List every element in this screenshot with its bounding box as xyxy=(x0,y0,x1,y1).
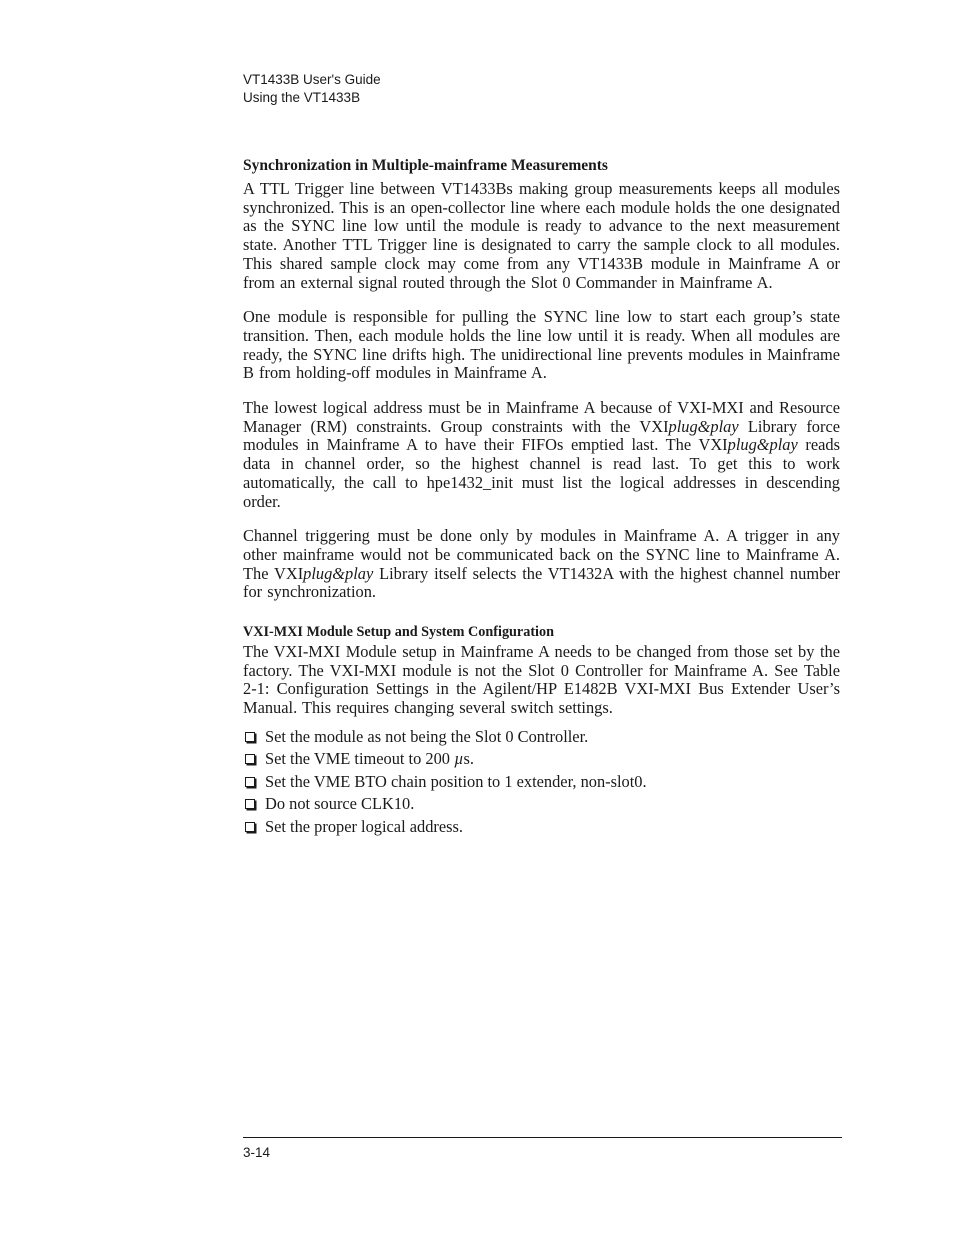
checklist-item xyxy=(243,750,840,773)
checkbox-icon xyxy=(245,799,255,809)
text-run: Library force modules in Mainframe A to have their FIFOs emptied last. The VXI xyxy=(243,416,840,455)
checklist-item-text: Set the VME timeout to 200 xyxy=(265,749,455,769)
checkbox-icon xyxy=(245,777,255,787)
text-run: The lowest logical address must be in Mainframe A because of VXI-MXI and Resource Manager (RM) constraints. Group constraints with the VXI xyxy=(243,398,840,436)
page-body xyxy=(243,156,840,840)
setup-checklist xyxy=(243,728,840,841)
italic-term: plug&play xyxy=(303,563,374,583)
checklist-item xyxy=(243,818,840,841)
checkbox-icon xyxy=(245,822,255,832)
paragraph-logical-address xyxy=(243,399,840,511)
checklist-item xyxy=(243,773,840,796)
section-heading: Synchronization in Multiple-mainframe Measurements xyxy=(243,157,608,174)
checkbox-icon xyxy=(245,754,255,764)
micro-symbol: µ xyxy=(454,749,464,769)
checklist-item-text: Set the proper logical address. xyxy=(265,816,463,836)
page-number: 3-14 xyxy=(243,1145,271,1160)
checklist-item xyxy=(243,795,840,818)
footer-rule xyxy=(243,1137,842,1138)
text-run: Library itself selects the VT1432A with the highest channel number for synchronization. xyxy=(243,563,841,602)
checklist-item-text: Set the VME BTO chain position to 1 extender, non-slot0. xyxy=(265,771,647,791)
checklist-item-text: Do not source CLK10. xyxy=(265,794,415,814)
italic-term: plug&play xyxy=(727,435,798,455)
paragraph-channel-triggering xyxy=(243,527,840,602)
checklist-item xyxy=(243,728,840,751)
text-run: reads data in channel order, so the highest channel is read last. To get this to work automatically, the call to hpe1432_init must list the logical addresses in descending order. xyxy=(243,435,841,511)
checkbox-icon xyxy=(245,732,255,742)
text-run: Channel triggering must be done only by modules in Mainframe A. A trigger in any other mainframe would not be communicated back on the SYNC line to Mainframe A. The VXI xyxy=(243,526,840,583)
italic-term: plug&play xyxy=(668,416,739,436)
paragraph-sync-transition: One module is responsible for pulling the SYNC line low to start each group’s state transition. Then, each module holds the line low until it is ready. When all modules are ready, the SYNC line drifts high. The unidirectional line prevents modules in Mainframe B from holding-off modules in Mainframe A. xyxy=(243,307,840,383)
subsection-heading: VXI-MXI Module Setup and System Configuration xyxy=(243,624,554,641)
paragraph-sync-trigger-line: A TTL Trigger line between VT1433Bs making group measurements keeps all modules synchronized. This is an open-collector line where each module holds the one designated as the SYNC line low until the module is ready to advance to the next measurement state. Another TTL Trigger line is designated to carry the sample clock to all modules. This shared sample clock may come from any VT1433B module in Mainframe A or from an external signal routed through the Slot 0 Commander in Mainframe A. xyxy=(243,179,840,292)
header-chapter-title: Using the VT1433B xyxy=(243,90,361,105)
checklist-item-text: s. xyxy=(463,749,475,769)
paragraph-vxi-mxi-setup: The VXI-MXI Module setup in Mainframe A needs to be changed from those set by the factory. The VXI-MXI module is not the Slot 0 Controller for Mainframe A. See Table 2-1: Configuration Settings in the Agilent/HP E1482B VXI-MXI Bus Extender User’s Manual. This requires changing several switch settings. xyxy=(243,642,840,718)
running-header xyxy=(243,71,381,107)
header-guide-title: VT1433B User's Guide xyxy=(243,72,381,87)
checklist-item-text: Set the module as not being the Slot 0 Controller. xyxy=(265,726,589,746)
